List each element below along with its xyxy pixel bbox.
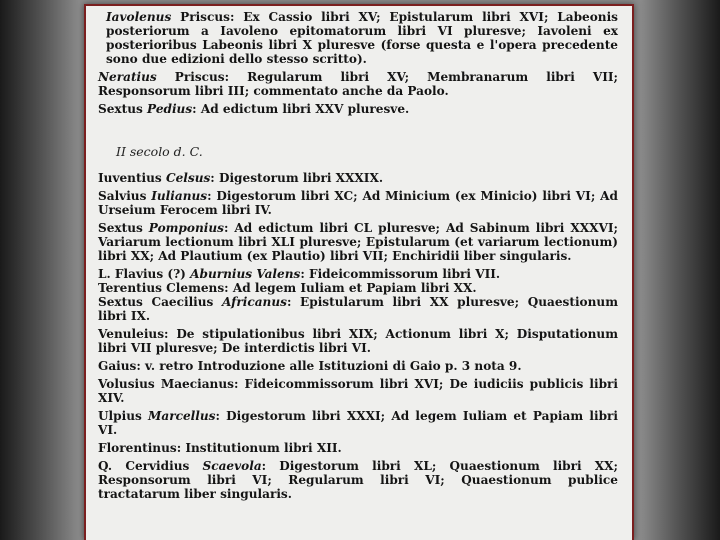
jurist-praenomen: Volusius Maecianus: [98, 377, 234, 391]
jurist-praenomen: Sextus Caecilius: [98, 295, 222, 309]
jurist-nomen: Priscus: [156, 70, 225, 84]
jurist-cognomen: Scaevola: [202, 459, 262, 473]
jurist-entry: [98, 327, 618, 355]
jurist-entry: [98, 459, 618, 501]
jurist-entry: [98, 377, 618, 405]
jurist-works: : v. retro Introduzione alle Istituzioni di Gaio p. 3 nota 9.: [136, 359, 522, 373]
jurist-cognomen: Neratius: [98, 70, 157, 84]
jurist-cognomen: Pomponius: [148, 221, 224, 235]
jurist-cognomen: Iulianus: [151, 189, 208, 203]
section-header: II secolo d. C.: [116, 144, 203, 159]
jurist-praenomen: Terentius Clemens: [98, 281, 225, 295]
jurist-praenomen: Ulpius: [98, 409, 149, 423]
jurist-praenomen: Iuventius: [98, 171, 166, 185]
jurist-entry: [98, 10, 618, 66]
jurist-praenomen: Florentinus: [98, 441, 177, 455]
jurist-entry: [98, 70, 618, 98]
jurist-works: : Digestorum libri XC; Ad Minicium (ex Minicio) libri VI; Ad Urseium Ferocem libri IV.: [98, 189, 618, 217]
jurist-entry: [98, 359, 618, 373]
jurist-praenomen: Gaius: [98, 359, 137, 373]
entry-list-1: [98, 10, 618, 116]
jurist-praenomen: Venuleius: [98, 327, 165, 341]
jurist-entry: [98, 267, 618, 281]
jurist-works: : Institutionum libri XII.: [176, 441, 342, 455]
jurist-works: : Regularum libri XV; Membranarum libri VII; Responsorum libri III; commentato anche da Paolo.: [98, 70, 619, 98]
jurist-works: : Epistularum libri XX pluresve; Quaestionum libri IX.: [98, 295, 618, 323]
jurist-works: : Fideicommissorum libri XVI; De iudiciis publicis libri XIV.: [98, 377, 619, 405]
jurist-works: : Digestorum libri XXXI; Ad legem Iuliam et Papiam libri VI.: [98, 409, 618, 437]
jurist-praenomen: Sextus: [98, 102, 148, 116]
jurist-praenomen: Sextus: [98, 221, 149, 235]
jurist-entry: [98, 295, 618, 323]
jurist-entry: [98, 281, 618, 295]
document-page: [84, 4, 634, 540]
jurist-entry: [98, 409, 618, 437]
jurist-cognomen: Marcellus: [148, 409, 216, 423]
jurist-praenomen: Q. Cervidius: [98, 459, 203, 473]
jurist-cognomen: Aburnius Valens: [190, 267, 301, 281]
jurist-works: : Ad edictum libri XXV pluresve.: [192, 102, 410, 116]
jurist-works: : Ad edictum libri CL pluresve; Ad Sabinum libri XXXVI; Variarum lectionum libri XLI pluresve; Epistularum (et variarum lectionum) libri XX; Ad Plautium (ex Plautio) libri VII; Enchiridii liber singularis.: [98, 221, 618, 263]
jurist-entry: [98, 189, 618, 217]
jurist-praenomen: Salvius: [98, 189, 152, 203]
jurist-cognomen: Africanus: [222, 295, 287, 309]
jurist-cognomen: Pedius: [147, 102, 193, 116]
jurist-entry: [98, 441, 618, 455]
jurist-entry: [98, 171, 618, 185]
jurist-works: : Ad legem Iuliam et Papiam libri XX.: [224, 281, 477, 295]
jurist-praenomen: L. Flavius (?): [98, 267, 191, 281]
document-content: [98, 10, 618, 501]
jurist-works: : Fideicommissorum libri VII.: [300, 267, 501, 281]
jurist-cognomen: Celsus: [165, 171, 211, 185]
entry-list-2: [98, 171, 618, 501]
jurist-entry: [98, 102, 618, 116]
jurist-entry: [98, 221, 618, 263]
jurist-works: : Digestorum libri XL; Quaestionum libri XX; Responsorum libri VI; Regularum libri VI; Quaestionum publice tractatarum liber singularis.: [98, 459, 619, 501]
jurist-works: : De stipulationibus libri XIX; Actionum libri X; Disputationum libri VII pluresve; De interdictis libri VI.: [98, 327, 618, 355]
jurist-nomen: Priscus: [171, 10, 230, 24]
jurist-cognomen: Iavolenus: [106, 10, 172, 24]
jurist-works: : Digestorum libri XXXIX.: [210, 171, 384, 185]
jurist-works: : Ex Cassio libri XV; Epistularum libri XVI; Labeonis posteriorum a Iavoleno epitomatorum libri VI pluresve; Iavoleni ex posterioribus Labeonis libri X pluresve (forse questa e l'opera precedente sono due edizioni dello stesso scritto).: [106, 10, 618, 66]
